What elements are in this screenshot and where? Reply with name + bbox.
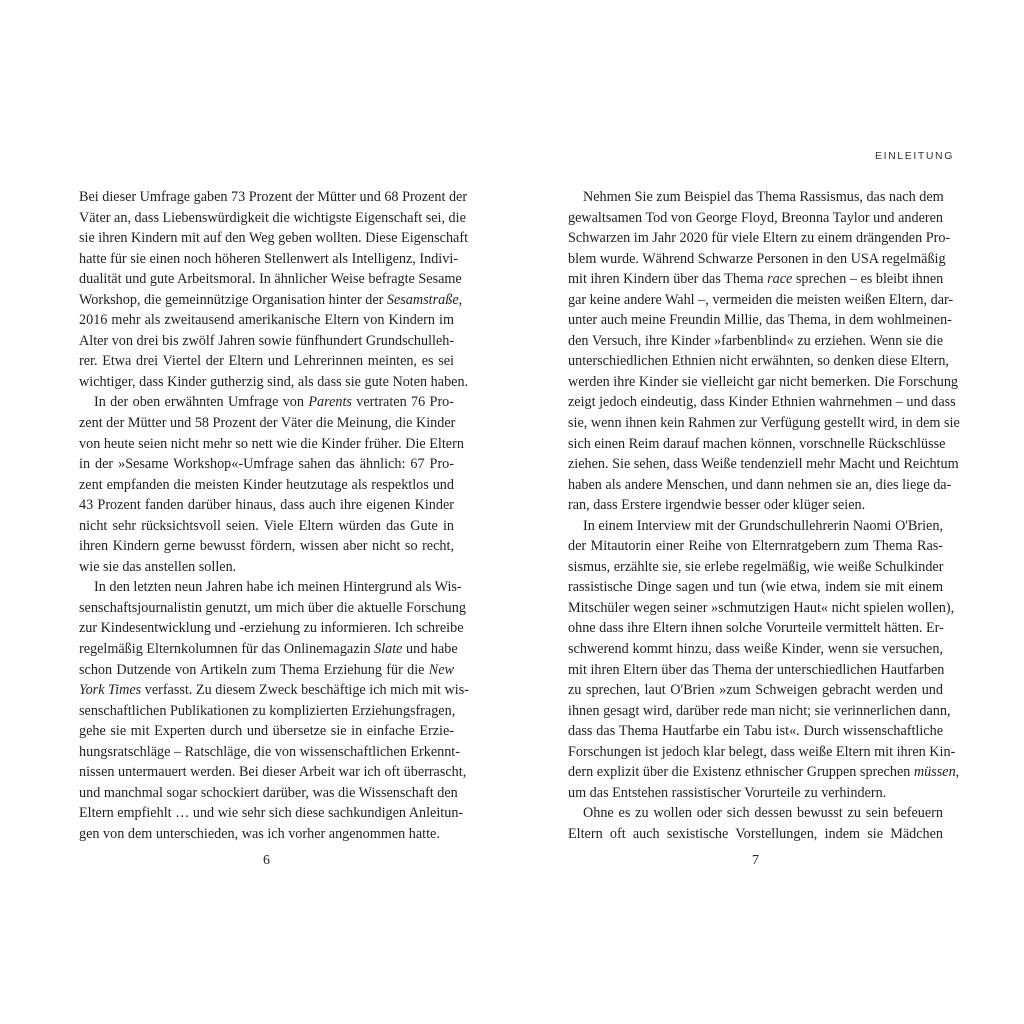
text-line: gen von dem unterschieden, was ich vorher angenommen hatte. [79, 825, 440, 842]
text-line: ihren Kindern gerne bewusst fördern, wissen aber nicht so recht, [79, 538, 454, 555]
text-line: dass das Thema Hautfarbe ein Tabu ist«. Durch wissenschaftliche [568, 723, 943, 740]
right-body-text [568, 187, 960, 845]
text-line: York Times verfasst. Zu diesem Zweck beschäftige ich mich mit wis- [79, 682, 469, 699]
text-line: Eltern oft auch sexistische Vorstellungen, indem sie Mädchen [568, 825, 943, 842]
text-line: rassistische Dinge sagen und tun (wie etwa, indem sie mit einem [568, 579, 943, 596]
text-line: sie ihren Kindern mit auf den Weg geben wollten. Diese Eigenschaft [79, 230, 469, 247]
text-line: unter auch meine Freundin Millie, das Thema, in dem wohlmeinen- [568, 312, 952, 329]
text-line: gar keine andere Wahl –, vermeiden die meisten weißen Eltern, dar- [568, 291, 954, 308]
text-line: von heute seien nicht mehr so nett wie die Kinder früher. Die Eltern [79, 435, 464, 452]
text-line: unterschiedlichen Ethnien nicht erwähnten, so denken diese Eltern, [568, 353, 949, 370]
left-page-number: 6 [263, 853, 270, 868]
text-line: sismus, erzählte sie, sie erlebe regelmäßig, wie weiße Schulkinder [568, 558, 944, 575]
text-line: wie sie das anstellen sollen. [79, 558, 237, 575]
text-line: sich einen Reim darauf machen können, vorschnelle Rückschlüsse [568, 435, 946, 452]
text-line: zeigt jedoch eindeutig, dass Kinder Ethnien wahrnehmen – und dass [568, 394, 956, 411]
right-page-number: 7 [752, 853, 759, 868]
text-line: zu sprechen, laut O'Brien »zum Schweigen gebracht werden und [568, 682, 943, 699]
text-line: 43 Prozent fanden darüber hinaus, dass auch ihre eigenen Kinder [79, 497, 454, 514]
text-line: zur Kindesentwicklung und -erziehung zu informieren. Ich schreibe [79, 620, 464, 637]
text-line: den Versuch, ihre Kinder »farbenblind« zu erziehen. Wenn sie die [568, 332, 943, 349]
text-line: ohne dass ihre Eltern ihnen solche Vorurteile vermittelt hätten. Er- [568, 620, 944, 637]
text-line: rer. Etwa drei Viertel der Eltern und Lehrerinnen meinten, es sei [79, 353, 454, 370]
text-line: Alter von drei bis zwölf Jahren sowie fünfhundert Grundschulleh- [79, 332, 455, 349]
text-line: hungsratschläge – Ratschläge, die von wissenschaftlichen Erkennt- [79, 743, 460, 760]
text-line: um das Entstehen rassistischer Vorurteile zu verhindern. [568, 784, 887, 801]
text-line: senschaftsjournalistin genutzt, um mich über die aktuelle Forschung [79, 599, 466, 616]
text-line: ihnen gesagt wird, darüber rede man nicht; sie verinnerlichen dann, [568, 702, 951, 719]
text-line: sie, wenn ihnen kein Rahmen zur Verfügung gestellt wird, in dem sie [568, 415, 960, 432]
text-line: haben als andere Menschen, und dann nehmen sie an, dies liege da- [568, 476, 952, 493]
text-line: dern explizit über die Existenz ethnischer Gruppen sprechen müssen, [568, 764, 960, 781]
text-line: Workshop, die gemeinnützige Organisation hinter der Sesamstraße, [79, 291, 463, 308]
text-line: 2016 mehr als zweitausend amerikanische Eltern von Kindern im [79, 312, 454, 329]
text-line: hatte für sie einen noch höheren Stellenwert als Intelligenz, Indivi- [79, 250, 458, 267]
text-line: Schwarzen im Jahr 2020 für viele Eltern zu einem drängenden Pro- [568, 230, 951, 247]
text-line: senschaftlichen Publikationen zu komplizierten Erziehungsfragen, [79, 702, 456, 719]
running-head: EINLEITUNG [875, 150, 955, 162]
text-line: ran, dass Erstere irgendwie besser oder klüger seien. [568, 497, 866, 514]
text-line: In den letzten neun Jahren habe ich meinen Hintergrund als Wis- [94, 579, 462, 596]
text-line: werden ihre Kinder sie vielleicht gar nicht bemerken. Die Forschung [568, 373, 959, 390]
text-line: dualität und gute Arbeitsmoral. In ähnlicher Weise befragte Sesame [79, 271, 462, 288]
text-line: Nehmen Sie zum Beispiel das Thema Rassismus, das nach dem [583, 189, 944, 205]
text-line: In der oben erwähnten Umfrage von Parents vertraten 76 Pro- [94, 394, 454, 411]
text-line: Bei dieser Umfrage gaben 73 Prozent der Mütter und 68 Prozent der [79, 189, 468, 205]
left-body-text [79, 187, 469, 845]
right-page [512, 0, 1024, 1024]
text-line: Eltern empfiehlt … und wie sehr sich diese sachkundigen Anleitun- [79, 805, 464, 822]
text-line: in der »Sesame Workshop«-Umfrage sahen das ähnlich: 67 Pro- [79, 456, 454, 473]
text-line: nicht sehr rücksichtsvoll seien. Viele Eltern würden das Gute in [79, 517, 454, 534]
text-line: zent der Mütter und 58 Prozent der Väter die Meinung, die Kinder [79, 415, 456, 432]
text-line: der Mitautorin einer Reihe von Elternratgebern zum Thema Ras- [568, 538, 943, 555]
text-line: In einem Interview mit der Grundschullehrerin Naomi O'Brien, [583, 517, 943, 534]
text-line: blem wurde. Während Schwarze Personen in den USA regelmäßig [568, 250, 946, 267]
text-line: regelmäßig Elternkolumnen für das Onlinemagazin Slate und habe [79, 641, 458, 658]
text-line: nissen untermauert werden. Bei dieser Arbeit war ich oft überrascht, [79, 764, 467, 781]
text-line: mit ihren Kindern über das Thema race sprechen – es bleibt ihnen [568, 271, 944, 288]
text-line: mit ihren Eltern über das Thema der unterschiedlichen Hautfarben [568, 661, 945, 678]
text-line: Mitschüler wegen seiner »schmutzigen Haut« nicht spielen wollen), [568, 599, 955, 616]
text-line: und manchmal sogar schockiert darüber, was die Wissenschaft den [79, 784, 458, 801]
text-line: gewaltsamen Tod von George Floyd, Breonna Taylor und anderen [568, 209, 943, 226]
text-line: wichtiger, dass Kinder gutherzig sind, als dass sie gute Noten haben. [79, 373, 469, 390]
text-line: Forschungen ist jedoch klar belegt, dass weiße Eltern mit ihren Kin- [568, 743, 956, 760]
text-line: schon Dutzende von Artikeln zum Thema Erziehung für die New [79, 661, 454, 678]
text-line: Väter an, dass Liebenswürdigkeit die wichtigste Eigenschaft sei, die [79, 209, 466, 226]
text-line: gehe sie mit Experten durch und übersetze sie in einfache Erzie- [79, 723, 454, 740]
text-line: zent empfanden die meisten Kinder heutzutage als respektlos und [79, 476, 454, 493]
text-line: ziehen. Sie sehen, dass Weiße tendenziell mehr Macht und Reichtum [568, 456, 959, 473]
text-line: schwerend kommt hinzu, dass weiße Kinder, wenn sie versuchen, [568, 641, 943, 658]
text-line: Ohne es zu wollen oder sich dessen bewusst zu sein befeuern [583, 805, 943, 822]
